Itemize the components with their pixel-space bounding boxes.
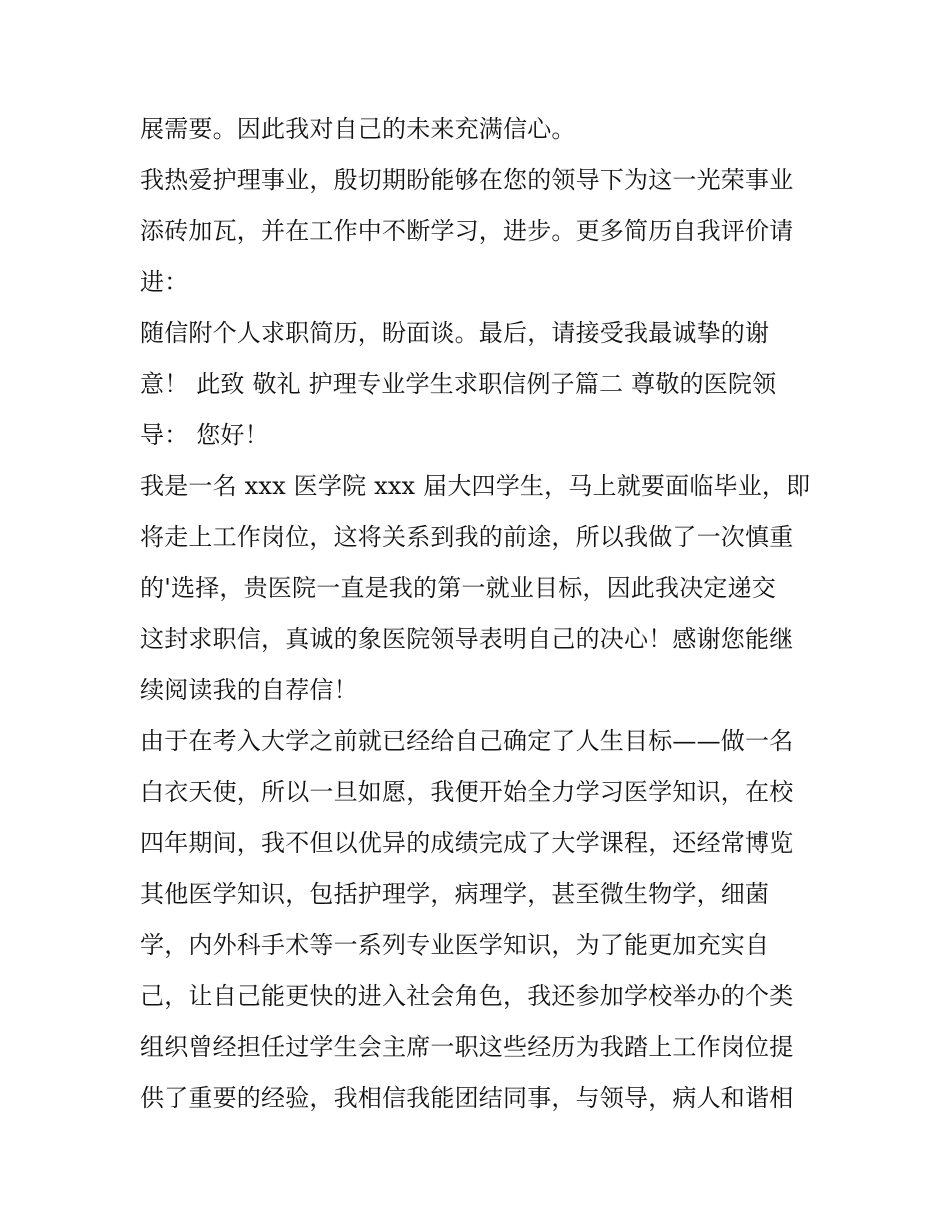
text-line: 进： [140, 268, 189, 296]
text-line: 导： 您好！ [140, 421, 269, 449]
text-line: 随信附个人求职简历，盼面谈。最后，请接受我最诚挚的谢 [140, 319, 770, 347]
text-line: 白衣天使，所以一旦如愿，我便开始全力学习医学知识，在校 [140, 778, 794, 806]
text-line: 组织曾经担任过学生会主席一职这些经历为我踏上工作岗位提 [140, 1033, 794, 1061]
text-line: 学，内外科手术等一系列专业医学知识，为了能更加充实自 [140, 931, 770, 959]
text-line: 展需要。因此我对自己的未来充满信心。 [140, 115, 576, 143]
text-line: 己，让自己能更快的进入社会角色，我还参加学校举办的个类 [140, 982, 794, 1010]
text-line: 其他医学知识，包括护理学，病理学，甚至微生物学，细菌 [140, 880, 770, 908]
text-line: 由于在考入大学之前就已经给自己确定了人生目标——做一名 [140, 727, 794, 755]
text-line: 将走上工作岗位，这将关系到我的前途，所以我做了一次慎重 [140, 523, 794, 551]
text-line: 四年期间，我不但以优异的成绩完成了大学课程，还经常博览 [140, 829, 794, 857]
text-line: 意！ 此致 敬礼 护理专业学生求职信例子篇二 尊敬的医院领 [140, 370, 777, 398]
text-line: 的'选择，贵医院一直是我的第一就业目标，因此我决定递交 [140, 574, 776, 602]
text-line: 续阅读我的自荐信！ [140, 676, 358, 704]
text-line: 我热爱护理事业，殷切期盼能够在您的领导下为这一光荣事业 [140, 166, 794, 194]
text-line: 供了重要的经验，我相信我能团结同事，与领导，病人和谐相 [140, 1084, 794, 1112]
text-line: 添砖加瓦，并在工作中不断学习，进步。更多简历自我评价请 [140, 217, 794, 245]
text-line: 我是一名 xxx 医学院 xxx 届大四学生，马上就要面临毕业，即 [140, 472, 811, 500]
text-line: 这封求职信，真诚的象医院领导表明自己的决心！感谢您能继 [140, 625, 794, 653]
